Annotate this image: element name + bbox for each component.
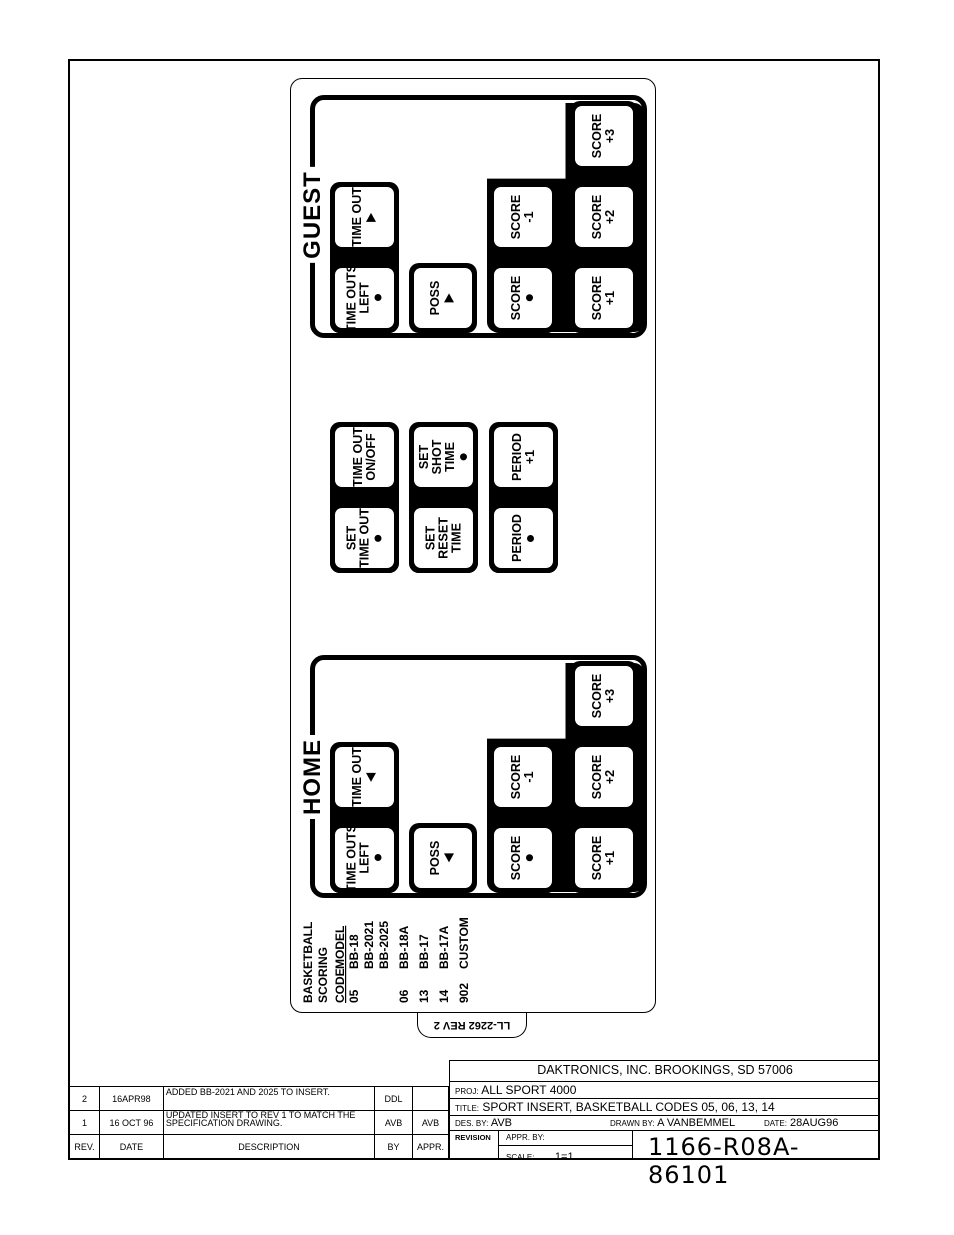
period-plus1-key[interactable]: PERIOD +1: [489, 422, 558, 492]
guest-score-plus3-key[interactable]: SCORE +3: [570, 101, 638, 171]
guest-score-plus2-key[interactable]: SCORE +2: [570, 182, 638, 252]
des-label: DES. BY:: [455, 1119, 489, 1128]
guest-score-minus1-key[interactable]: SCORE -1: [489, 182, 557, 252]
code-13: 13: [417, 989, 431, 1003]
code-05: 05: [347, 989, 361, 1003]
arrow-right-icon: [444, 294, 454, 303]
model-col-header: MODEL: [333, 925, 347, 969]
code-06: 06: [397, 989, 411, 1003]
guest-score-key[interactable]: SCORE: [489, 263, 557, 333]
guest-title: GUEST: [299, 167, 327, 263]
date-label: DATE:: [764, 1119, 787, 1128]
home-score-plus3-key[interactable]: SCORE +3: [570, 661, 638, 731]
home-score-plus1-key[interactable]: SCORE +1: [570, 823, 638, 893]
table-row: [70, 1087, 449, 1111]
home-score-key[interactable]: SCORE: [489, 823, 557, 893]
dot-icon: [460, 454, 467, 461]
desc-cell: ADDED BB-2021 AND 2025 TO INSERT.: [163, 1087, 374, 1111]
scale-value: 1=1: [554, 1151, 574, 1163]
desc-header: DESCRIPTION: [163, 1135, 374, 1159]
arrow-left-icon: [444, 854, 454, 863]
dot-icon: [527, 535, 534, 542]
scale-label: SCALE:: [506, 1153, 535, 1162]
table-header-row: [70, 1135, 449, 1159]
guest-score-plus1-key[interactable]: SCORE +1: [570, 263, 638, 333]
dot-icon: [374, 855, 381, 862]
table-row: [70, 1111, 449, 1135]
code-title-1-text: BASKETBALL: [301, 921, 315, 1003]
rev-cell: 2: [70, 1087, 100, 1111]
code-14: 14: [437, 989, 451, 1003]
set-time-out-key[interactable]: SET TIME OUT: [330, 503, 399, 573]
date-cell: 16APR98: [99, 1087, 163, 1111]
date-header: DATE: [99, 1135, 163, 1159]
home-score-plus2-key[interactable]: SCORE +2: [570, 742, 638, 812]
proj-value: ALL SPORT 4000: [481, 1083, 577, 1097]
drawn-value: A VANBEMMEL: [657, 1117, 736, 1129]
proj-label: PROJ:: [455, 1087, 479, 1096]
model-bb17: BB-17: [417, 934, 431, 969]
model-bb18: BB-18: [347, 934, 361, 969]
by-header: BY: [375, 1135, 413, 1159]
model-custom: CUSTOM: [457, 917, 471, 969]
set-shot-time-key[interactable]: SET SHOT TIME: [409, 422, 478, 492]
home-time-out-key[interactable]: TIME OUT: [330, 742, 399, 812]
by-cell: AVB: [375, 1111, 413, 1135]
date-cell: 16 OCT 96: [99, 1111, 163, 1135]
appr-header: APPR.: [412, 1135, 448, 1159]
dot-icon: [374, 535, 381, 542]
desc-cell: UPDATED INSERT TO REV 1 TO MATCH THE SPECIFICATION DRAWING.: [163, 1111, 374, 1135]
guest-poss-key[interactable]: POSS: [409, 263, 477, 333]
period-key[interactable]: PERIOD: [489, 503, 558, 573]
dot-icon: [526, 295, 533, 302]
home-poss-key[interactable]: POSS: [409, 823, 477, 893]
home-title: HOME: [299, 735, 327, 819]
by-cell: DDL: [375, 1087, 413, 1111]
title-value: SPORT INSERT, BASKETBALL CODES 05, 06, 13, 14: [482, 1100, 775, 1114]
des-value: AVB: [490, 1117, 513, 1129]
code-title-2-text: SCORING: [316, 946, 330, 1003]
dot-icon: [526, 855, 533, 862]
drawing-number: 1166-R08A-86101: [648, 1133, 800, 1189]
guest-time-out-key[interactable]: TIME OUT: [330, 182, 399, 252]
appr-label: APPR. BY:: [506, 1133, 545, 1142]
home-time-outs-left-key[interactable]: TIME OUTS LEFT: [330, 823, 399, 893]
rev-header: REV.: [70, 1135, 100, 1159]
code-table-rows: [300, 915, 510, 1007]
arrow-left-icon: [366, 773, 376, 782]
insert-tab: [417, 1012, 527, 1038]
model-bb18a: BB-18A: [397, 925, 411, 969]
company-line: DAKTRONICS, INC. BROOKINGS, SD 57006: [537, 1063, 793, 1077]
model-bb2025: BB-2025: [377, 920, 391, 969]
appr-cell: [412, 1087, 448, 1111]
model-bb17a: BB-17A: [437, 925, 451, 969]
rev-cell: 1: [70, 1111, 100, 1135]
title-label: TITLE:: [455, 1104, 480, 1113]
arrow-right-icon: [366, 213, 376, 222]
title-block: [449, 1060, 880, 1189]
home-score-minus1-key[interactable]: SCORE -1: [489, 742, 557, 812]
dot-icon: [374, 295, 381, 302]
appr-cell: AVB: [412, 1111, 448, 1135]
code-902: 902: [457, 982, 471, 1003]
model-bb2021: BB-2021: [362, 920, 376, 969]
time-out-onoff-key[interactable]: TIME OUT ON/OFF: [330, 422, 399, 492]
set-reset-time-key[interactable]: SET RESET TIME: [409, 503, 478, 573]
revision-label: REVISION: [455, 1133, 491, 1142]
date-value: 28AUG96: [790, 1117, 839, 1129]
drawn-label: DRAWN BY:: [610, 1119, 655, 1128]
revision-table: [69, 1086, 449, 1159]
code-col-header: CODE: [333, 968, 347, 1003]
tab-label: LL-2262 REV 2: [433, 1018, 511, 1031]
guest-time-outs-left-key[interactable]: TIME OUTS LEFT: [330, 263, 399, 333]
